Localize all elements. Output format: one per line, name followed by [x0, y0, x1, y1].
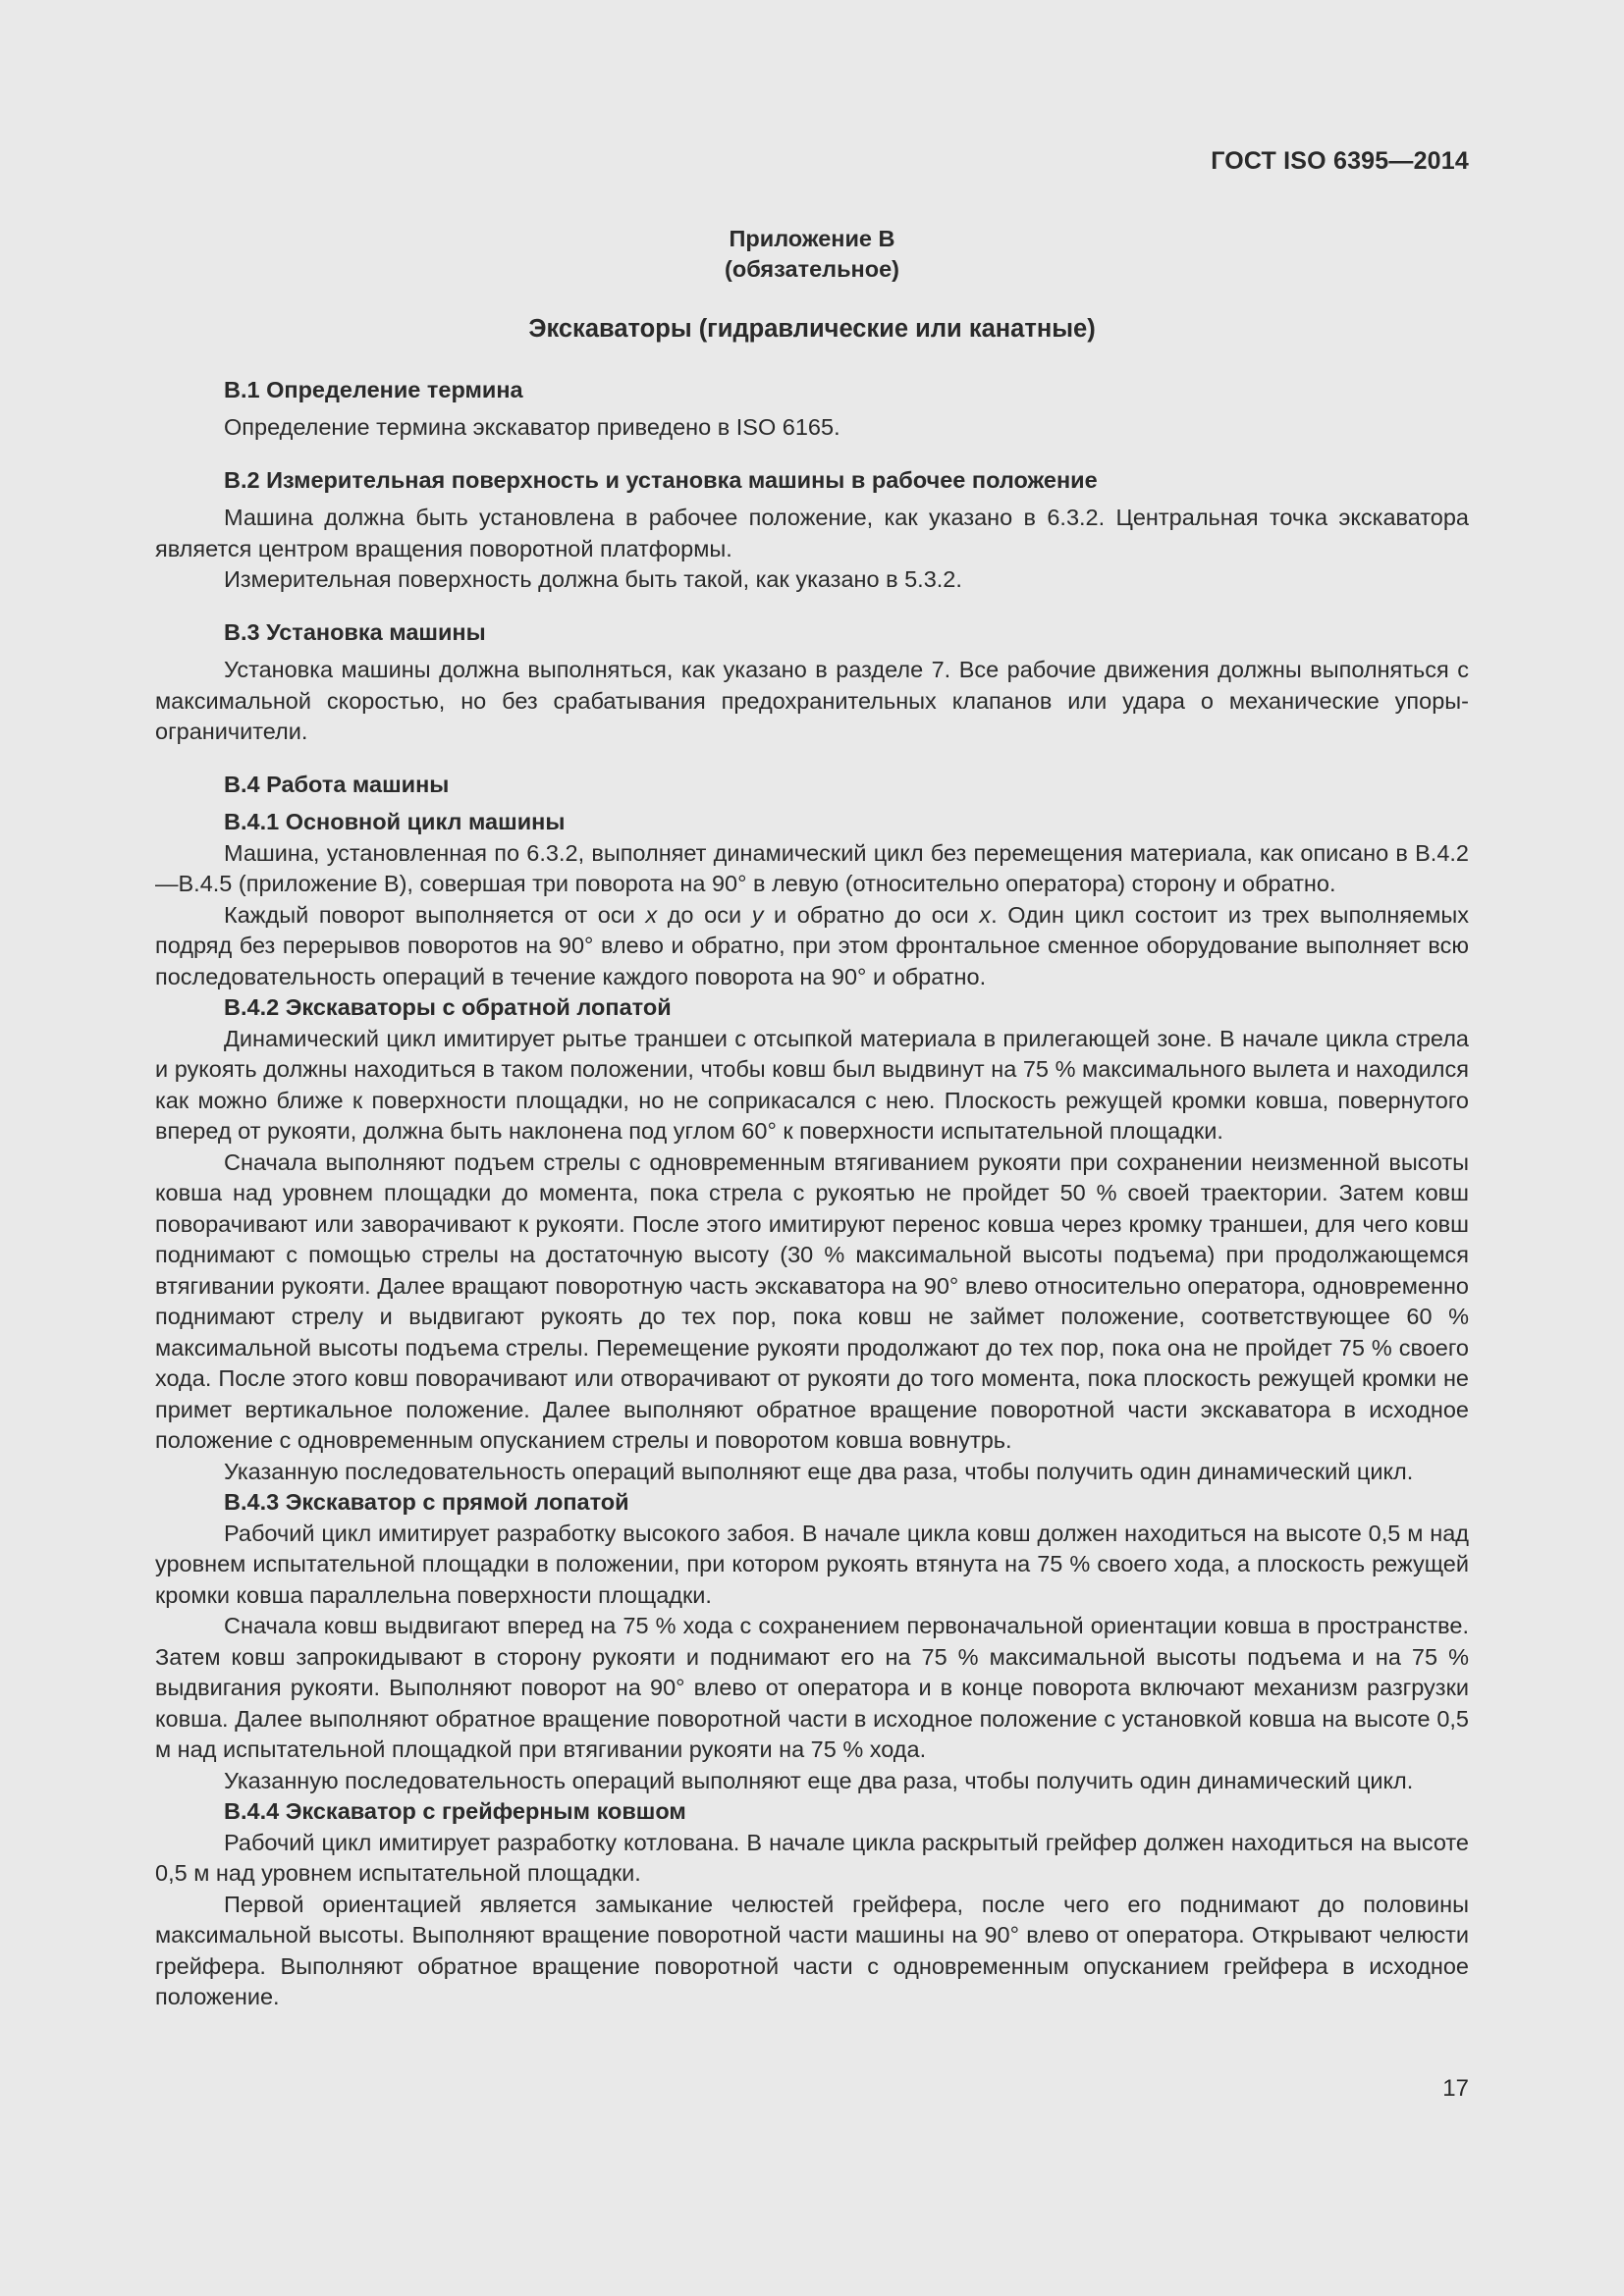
paragraph: Указанную последовательность операций выполняют еще два раза, чтобы получить один динамический цикл.	[224, 1767, 1414, 1793]
paragraph: Сначала выполняют подъем стрелы с одновременным втягиванием рукояти при сохранении неизменной высоты ковша над уровнем площадки до момента, пока стрела с рукоятью не пройдет 50 % своей траектории. Затем ковш поворачивают или заворачивают к рукояти. После этого имитируют перенос ковша через кромку траншеи, для чего ковш поднимают с помощью стрелы на достаточную высоту (30 % максимальной высоты подъема) при продолжающемся втягивании рукояти. Далее вращают поворотную часть экскаватора на 90° влево относительно оператора, одновременно поднимают стрелу и выдвигают рукоять до тех пор, пока ковш не займет положение, соответствующее 60 % максимальной высоты подъема стрелы. Перемещение рукояти продолжают до тех пор, пока она не пройдет 75 % своего хода. После этого ковш поворачивают или отворачивают от рукояти до того момента, пока плоскость режущей кромки не примет вертикальное положение. Далее выполняют обратное вращение поворотной части экскаватора в исходное положение с одновременным опусканием стрелы и поворотом ковша вовнутрь.	[155, 1148, 1469, 1453]
page-content	[155, 224, 1469, 2013]
axis-symbol: y	[751, 901, 764, 928]
paragraph: Измерительная поверхность должна быть такой, как указано в 5.3.2.	[224, 566, 962, 592]
paragraph	[155, 900, 1469, 993]
section-heading-b2: В.2 Измерительная поверхность и установка машины в рабочее положение	[224, 466, 1098, 493]
text-run: Каждый поворот выполняется от оси	[224, 901, 646, 928]
paragraph: Указанную последовательность операций выполняют еще два раза, чтобы получить один динамический цикл.	[224, 1458, 1414, 1484]
axis-symbol: x	[979, 901, 992, 928]
paragraph: Машина должна быть установлена в рабочее положение, как указано в 6.3.2. Центральная точка экскаватора является центром вращения поворотной платформы.	[155, 505, 1469, 561]
page-number: 17	[1442, 2075, 1469, 2102]
appendix-label: Приложение В	[729, 226, 895, 251]
paragraph: Первой ориентацией является замыкание челюстей грейфера, после чего его поднимают до половины максимальной высоты. Выполняют вращение поворотной части машины на 90° влево от оператора. Открывают челюсти грейфера. Выполняют обратное вращение поворотной части с одновременным опусканием грейфера в исходное положение.	[155, 1891, 1469, 2009]
appendix-status: (обязательное)	[725, 256, 899, 282]
text-run: и обратно до оси	[763, 901, 980, 928]
subsection-heading-b42: В.4.2 Экскаваторы с обратной лопатой	[224, 994, 672, 1020]
paragraph: Определение термина экскаватор приведено в ISO 6165.	[224, 414, 840, 440]
section-heading-b3: В.3 Установка машины	[224, 618, 486, 645]
standard-id: ГОСТ ISO 6395—2014	[1211, 147, 1469, 175]
paragraph: Динамический цикл имитирует рытье траншеи с отсыпкой материала в прилегающей зоне. В начале цикла стрела и рукоять должны находиться в таком положении, чтобы ковш был выдвинут на 75 % максимального вылета и находился как можно ближе к поверхности площадки, но не соприкасался с нею. Плоскость режущей кромки ковша, повернутого вперед от рукояти, должна быть наклонена под углом 60° к поверхности испытательной площадки.	[155, 1025, 1469, 1144]
subsection-heading-b44: В.4.4 Экскаватор с грейферным ковшом	[224, 1798, 686, 1824]
paragraph: Сначала ковш выдвигают вперед на 75 % хода с сохранением первоначальной ориентации ковша в пространстве. Затем ковш запрокидывают в сторону рукояти и поднимают его на 75 % максимальной высоты подъема и на 75 % выдвигания рукояти. Выполняют поворот на 90° влево от оператора и в конце поворота включают механизм разгрузки ковша. Далее выполняют обратное вращение поворотной части в исходное положение с установкой ковша на высоте 0,5 м над испытательной площадкой при втягивании рукояти на 75 % хода.	[155, 1613, 1469, 1762]
subsection-heading-b43: В.4.3 Экскаватор с прямой лопатой	[224, 1489, 629, 1515]
text-run: . Один цикл состоит из трех выполняемых подряд без перерывов поворотов на 90° влево и обратно, при этом фронтальное сменное оборудование выполняет всю последовательность операций в течение каждого поворота на 90° и обратно.	[155, 901, 1469, 989]
section-heading-b1: В.1 Определение термина	[224, 376, 523, 402]
text-run: до оси	[657, 901, 752, 928]
subsection-heading-b41: В.4.1 Основной цикл машины	[224, 809, 566, 834]
paragraph: Рабочий цикл имитирует разработку котлована. В начале цикла раскрытый грейфер должен находиться на высоте 0,5 м над уровнем испытательной площадки.	[155, 1829, 1469, 1886]
paragraph: Установка машины должна выполняться, как указано в разделе 7. Все рабочие движения должны выполняться с максимальной скоростью, но без срабатывания предохранительных клапанов или удара о механические упоры-ограничители.	[155, 657, 1469, 744]
paragraph: Рабочий цикл имитирует разработку высокого забоя. В начале цикла ковш должен находиться на высоте 0,5 м над уровнем испытательной площадки в положении, при котором рукоять втянута на 75 % своего хода, а плоскость режущей кромки ковша параллельна поверхности площадки.	[155, 1520, 1469, 1608]
appendix-title: Экскаваторы (гидравлические или канатные)	[528, 315, 1096, 343]
paragraph: Машина, установленная по 6.3.2, выполняет динамический цикл без перемещения материала, как описано в В.4.2—В.4.5 (приложение В), совершая три поворота на 90° в левую (относительно оператора) сторону и обратно.	[155, 839, 1469, 896]
section-heading-b4: В.4 Работа машины	[224, 771, 450, 797]
axis-symbol: x	[645, 901, 658, 928]
